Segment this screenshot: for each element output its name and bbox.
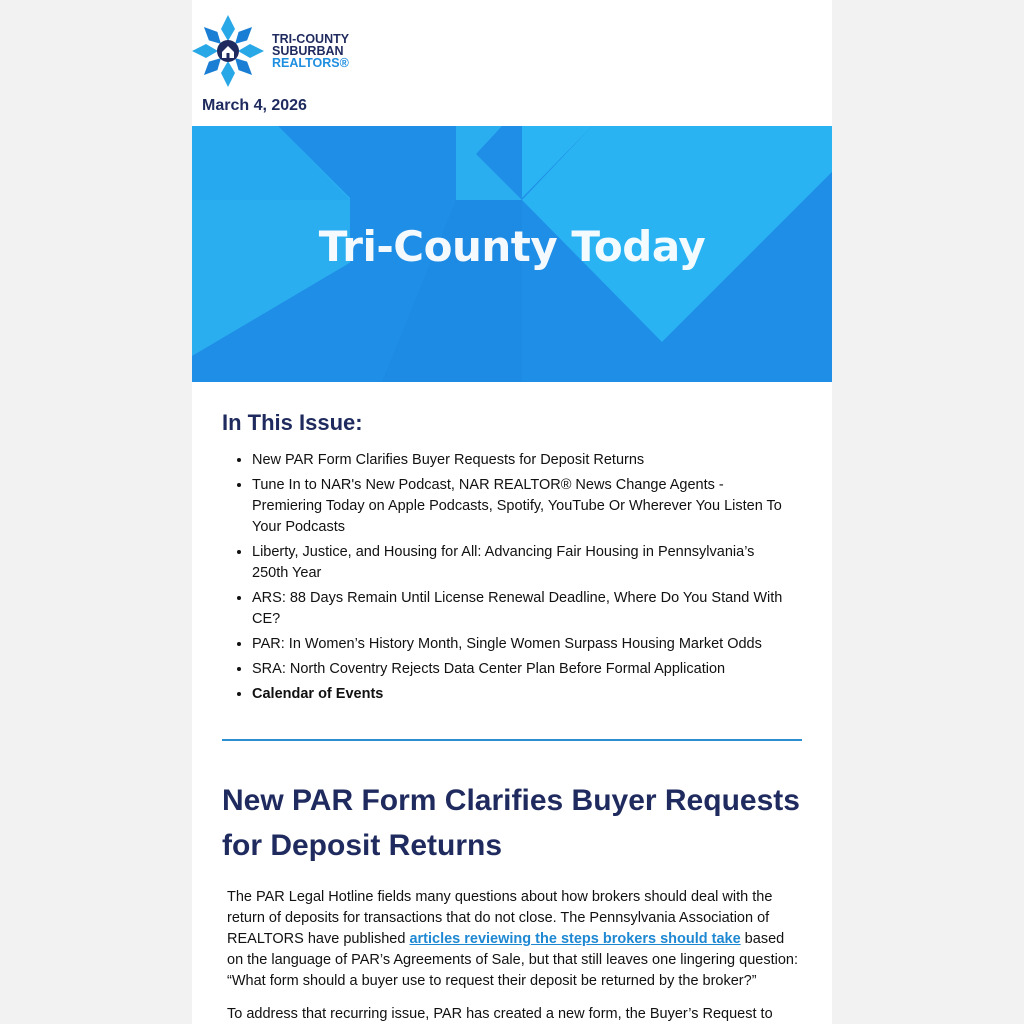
toc-item-calendar[interactable]: • Calendar of Events (252, 684, 802, 705)
hero-banner (192, 126, 832, 382)
toc-item[interactable]: • ARS: 88 Days Remain Until License Renewal Deadline, Where Do You Stand With CE? (252, 588, 802, 630)
toc-heading: In This Issue: (222, 410, 363, 435)
toc-list (222, 450, 802, 705)
tri-county-logo[interactable] (192, 14, 349, 88)
banner-title: Tri-County Today (318, 222, 706, 271)
toc-item[interactable]: • SRA: North Coventry Rejects Data Center Plan Before Formal Application (252, 659, 802, 680)
logo-line-1: TRI-COUNTY (272, 32, 350, 46)
paragraph-text: based on the language of PAR’s Agreements of Sale, but that still leaves one lingering question: “What form should a buyer use to request their deposit be returned by the broker?” (227, 931, 798, 989)
toc-item[interactable]: • Tune In to NAR's New Podcast, NAR REALTOR® News Change Agents - Premiering Today on Apple Podcasts, Spotify, YouTube Or Wherever You Listen To Your Podcasts (252, 475, 802, 538)
paragraph-text: The PAR Legal Hotline fields many questions about how brokers should deal with the return of deposits for transactions that do not close. The Pennsylvania Association of REALTORS have published (227, 889, 773, 947)
toc-item[interactable]: • Liberty, Justice, and Housing for All: Advancing Fair Housing in Pennsylvania’s 250th Year (252, 542, 802, 584)
article-title: New PAR Form Clarifies Buyer Requests for Deposit Returns (222, 784, 800, 862)
newsletter-page (192, 0, 832, 1024)
logo-wordmark (272, 33, 349, 69)
article-paragraph (227, 887, 802, 992)
articles-link[interactable]: articles reviewing the steps brokers should take (409, 931, 741, 947)
issue-date: March 4, 2026 (202, 97, 307, 114)
article-body (227, 887, 802, 1024)
article-paragraph: To address that recurring issue, PAR has created a new form, the Buyer’s Request to (227, 1006, 773, 1022)
table-of-contents (222, 410, 802, 709)
snowflake-house-icon (192, 14, 264, 88)
section-divider (222, 739, 802, 741)
logo-line-2: SUBURBAN (272, 44, 344, 58)
logo-line-3: REALTORS® (272, 56, 349, 70)
toc-item[interactable]: • PAR: In Women’s History Month, Single Women Surpass Housing Market Odds (252, 634, 802, 655)
toc-item[interactable]: • New PAR Form Clarifies Buyer Requests for Deposit Returns (252, 450, 802, 471)
